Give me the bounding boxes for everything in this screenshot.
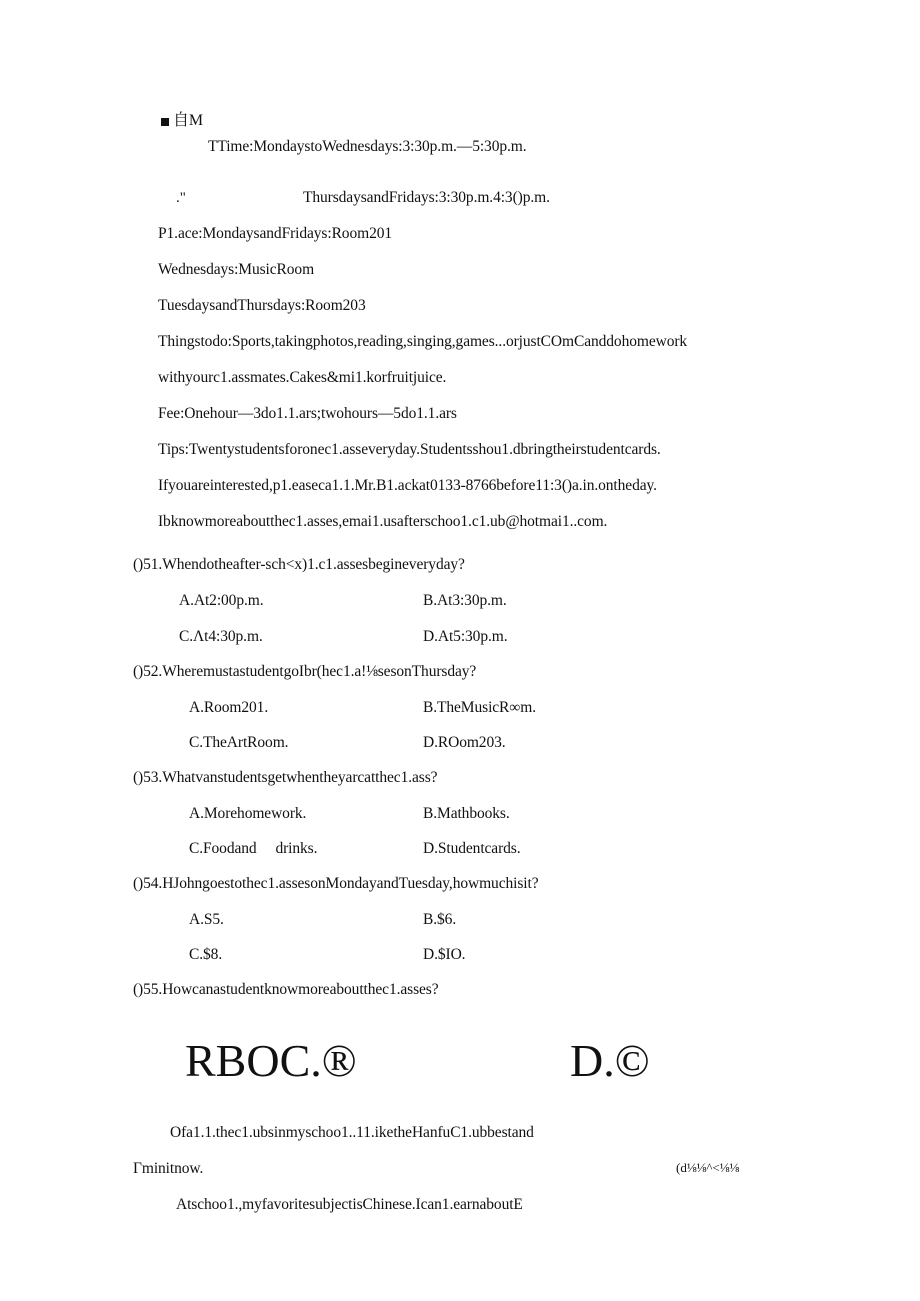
question-51-stem: ()51.Whendotheafter-sch<x)1.c1.assesbegineveryday?	[133, 556, 465, 573]
bullet-square-icon	[161, 118, 169, 126]
question-54-option-d[interactable]: D.$IO.	[423, 946, 466, 963]
footer-line-1: Ofa1.1.thec1.ubsinmyschoo1..11.iketheHanfuC1.ubbestand	[170, 1124, 534, 1141]
notice-line-place-2: Wednesdays:MusicRoom	[158, 261, 315, 278]
notice-line-contact-2: Ibknowmoreaboutthec1.asses,emai1.usafterschoo1.c1.ub@hotmai1..com.	[158, 513, 608, 530]
big-answer-right-text: D.©	[570, 1035, 650, 1086]
question-51-option-c[interactable]: C.Λt4:30p.m.	[179, 628, 263, 645]
big-answer-left-text: RBOC.®	[185, 1035, 357, 1086]
header-mark: 自M	[173, 112, 204, 129]
notice-line-tips: Tips:Twentystudentsforonec1.asseveryday.Studentsshou1.dbringtheirstudentcards.	[158, 441, 661, 458]
question-52-stem: ()52.WheremustastudentgoIbr(hec1.a!⅛sesonThursday?	[133, 663, 477, 680]
question-52-option-d[interactable]: D.ROom203.	[423, 734, 506, 751]
big-answer-left	[185, 1034, 357, 1087]
question-51-option-a[interactable]: A.At2:00p.m.	[179, 592, 264, 609]
question-51-option-d[interactable]: D.At5:30p.m.	[423, 628, 508, 645]
notice-line-time-2: ThursdaysandFridays:3:30p.m.4:3()p.m.	[303, 189, 550, 206]
question-52-option-c[interactable]: C.TheArtRoom.	[189, 734, 289, 751]
question-55-stem: ()55.Howcanastudentknowmoreaboutthec1.asses?	[133, 981, 439, 998]
footer-right-note: (d⅛⅛^<⅛⅛	[676, 1160, 740, 1175]
question-52-option-a[interactable]: A.Room201.	[189, 699, 269, 716]
notice-line-fee: Fee:Onehour—3do1.1.ars;twohours—5do1.1.ars	[158, 405, 457, 422]
question-53-option-b[interactable]: B.Mathbooks.	[423, 805, 510, 822]
question-54-option-c[interactable]: C.$8.	[189, 946, 223, 963]
question-52-option-b[interactable]: B.TheMusicR∞m.	[423, 699, 536, 716]
question-54-option-b[interactable]: B.$6.	[423, 911, 457, 928]
footer-line-3: Atschoo1.,myfavoritesubjectisChinese.Ican1.earnaboutE	[176, 1196, 523, 1213]
question-53-option-c[interactable]: C.Foodand drinks.	[189, 840, 318, 857]
question-53-option-a[interactable]: A.Morehomework.	[189, 805, 307, 822]
question-54-stem: ()54.HJohngoestothec1.assesonMondayandTuesday,howmuchisit?	[133, 875, 539, 892]
notice-line-things-1: Thingstodo:Sports,takingphotos,reading,singing,games...orjustCOmCanddohomework	[158, 333, 688, 350]
footer-line-2: Γminitnow.	[133, 1160, 204, 1177]
question-53-stem: ()53.Whatvanstudentsgetwhentheyarcatthec1.ass?	[133, 769, 438, 786]
notice-line-place-1: P1.ace:MondaysandFridays:Room201	[158, 225, 393, 242]
notice-line-place-3: TuesdaysandThursdays:Room203	[158, 297, 366, 314]
question-53-option-d[interactable]: D.Studentcards.	[423, 840, 521, 857]
notice-line-things-2: withyourc1.assmates.Cakes&mi1.korfruitjuice.	[158, 369, 447, 386]
question-51-option-b[interactable]: B.At3:30p.m.	[423, 592, 507, 609]
question-54-option-a[interactable]: A.S5.	[189, 911, 224, 928]
notice-line-contact-1: Ifyouareinterested,p1.easeca1.1.Mr.B1.ackat0133-8766before11:3()a.in.ontheday.	[158, 477, 657, 494]
big-answer-right	[570, 1034, 650, 1087]
notice-line-time-1: TTime:MondaystoWednesdays:3:30p.m.—5:30p.m.	[208, 138, 527, 155]
stray-quote-mark: ."	[176, 190, 186, 206]
